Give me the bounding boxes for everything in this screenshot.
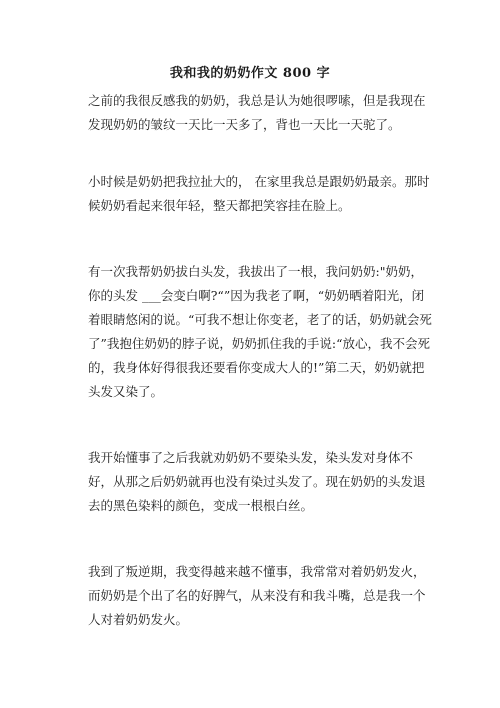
paragraph-4: 我开始懂事了之后我就劝奶奶不要染头发，染头发对身体不好，从那之后奶奶就再也没有染过头发了。现在奶奶的头发退去的黑色染料的颜色，变成一根根白丝。 <box>88 450 426 513</box>
paragraph-1: 之前的我很反感我的奶奶，我总是认为她很啰嗦，但是我现在发现奶奶的皱纹一天比一天多了，背也一天比一天驼了。 <box>88 93 426 132</box>
paragraph-2: 小时候是奶奶把我拉扯大的， 在家里我总是跟奶奶最亲。那时候奶奶看起来很年轻，整天都把笑容挂在脸上。 <box>88 174 430 213</box>
paragraph-3: 有一次我帮奶奶拔白头发，我拔出了一根，我问奶奶:"奶奶，你的头发 ___会变白啊?“”因为我老了啊，“奶奶晒着阳光，闭着眼睛悠闲的说。“可我不想让你变老，老了的话，奶奶就会死了”我抱住奶奶的脖子说，奶奶抓住我的手说:“放心，我不会死的，我身体好得很我还要看你变成大人的!”第二天，奶奶就把头发又染了。 <box>88 264 432 399</box>
paragraph-5: 我到了叛逆期，我变得越来越不懂事，我常常对着奶奶发火，而奶奶是个出了名的好脾气，从来没有和我斗嘴，总是我一个人对着奶奶发火。 <box>88 564 426 627</box>
document-title: 我和我的奶奶作文 800 字 <box>169 66 331 81</box>
